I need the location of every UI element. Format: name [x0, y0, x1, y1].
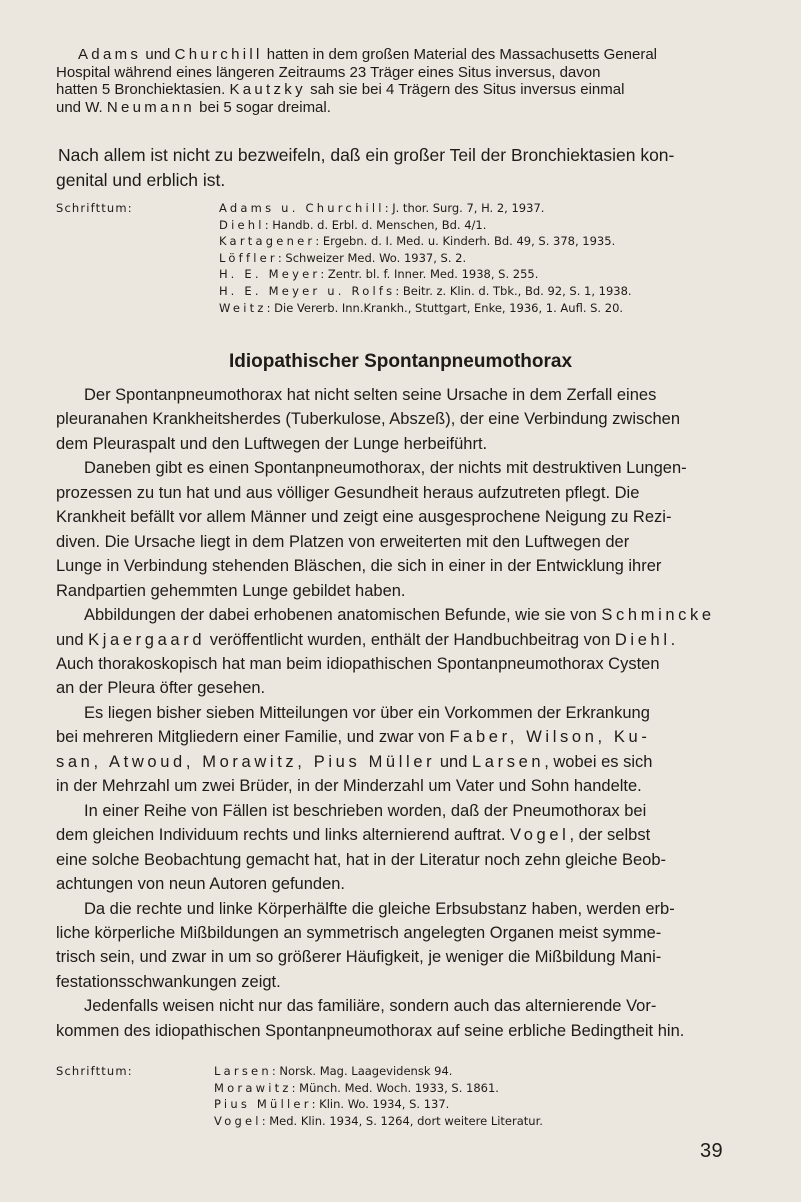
reference-item [214, 1096, 754, 1113]
text-fragment: sah sie bei 4 Trägern des Situs inversus einmal [305, 81, 625, 98]
references-label: Schrifttum: [56, 1064, 133, 1078]
reference-authors: Weitz [219, 300, 267, 315]
reference-item [214, 1080, 754, 1097]
text-line: an der Pleura öfter gesehen. [56, 679, 266, 698]
paragraph [56, 799, 746, 897]
reference-authors: Vogel [214, 1113, 262, 1128]
paragraph [56, 456, 746, 603]
text-fragment: bei mehreren Mitgliedern einer Familie, und zwar von [56, 728, 450, 747]
reference-source: : Ergebn. d. I. Med. u. Kinderh. Bd. 49, S. 378, 1935. [315, 234, 616, 249]
text-fragment: und W. [56, 98, 107, 116]
text-line [56, 628, 746, 652]
author-name: Churchill [174, 46, 263, 63]
reference-item [219, 200, 759, 217]
section-body [56, 383, 746, 1043]
text-line: In einer Reihe von Fällen ist beschrieben worden, daß der Pneumothorax bei [84, 801, 647, 820]
page-number: 39 [700, 1140, 724, 1162]
author-name: Diehl. [614, 630, 679, 649]
author-name: san, Atwoud, Morawitz, Pius Müller [56, 752, 436, 771]
reference-authors: Diehl [219, 217, 265, 232]
text-line: in der Mehrzahl um zwei Brüder, in der Minderzahl um Vater und Sohn handelte. [56, 777, 642, 796]
author-name: Larsen [471, 752, 545, 771]
reference-authors: H. E. Meyer u. Rolfs [219, 283, 396, 298]
text-line: Jedenfalls weisen nicht nur das familiäre, sondern auch das alternierende Vor- [84, 997, 657, 1016]
text-line: Daneben gibt es einen Spontanpneumothorax, der nichts mit destruktiven Lungen- [84, 459, 687, 478]
reference-item [219, 233, 759, 250]
reference-item [214, 1063, 754, 1080]
text-fragment: bei 5 sogar dreimal. [195, 98, 331, 116]
text-line: Lunge in Verbindung stehenden Bläschen, die sich in einer in der Entwicklung ihrer [56, 557, 662, 576]
reference-source: : Beitr. z. Klin. d. Tbk., Bd. 92, S. 1, 1938. [395, 283, 632, 298]
section-heading: Idiopathischer Spontanpneumothorax [228, 351, 573, 372]
reference-authors: Kartagener [219, 234, 316, 249]
paragraph [56, 701, 746, 799]
paragraph [56, 383, 746, 456]
reference-authors: Morawitz [214, 1080, 292, 1095]
text-line: Hospital während eines längeren Zeitraums 23 Träger eines Situs inversus, davon [56, 63, 601, 81]
text-line: Es liegen bisher sieben Mitteilungen vor über ein Vorkommen der Erkrankung [84, 703, 650, 722]
author-name: Adams [78, 46, 142, 63]
text-line [56, 603, 746, 627]
author-name: Neumann [106, 98, 195, 116]
author-name: Faber, Wilson, Ku- [449, 728, 651, 747]
text-line: Nach allem ist nicht zu bezweifeln, daß ein großer Teil der Bronchiektasien kon- [58, 145, 675, 165]
references-label: Schrifttum: [56, 201, 133, 215]
text-fragment: und [435, 752, 472, 771]
reference-source: : Münch. Med. Woch. 1933, S. 1861. [291, 1080, 499, 1095]
text-fragment: , der selbst [569, 826, 651, 845]
text-fragment: veröffentlicht wurden, enthält der Handbuchbeitrag von [205, 630, 615, 649]
reference-authors: Adams u. Churchill [219, 201, 385, 215]
text-line: achtungen von neun Autoren gefunden. [56, 875, 345, 894]
paragraph [56, 897, 746, 995]
text-line: dem Pleuraspalt und den Luftwegen der Lunge herbeiführt. [56, 434, 488, 453]
reference-item [219, 283, 759, 300]
reference-item [219, 300, 759, 317]
reference-item [214, 1113, 754, 1130]
paragraph [56, 994, 746, 1043]
text-line [56, 46, 746, 64]
author-name: Kjaergaard [88, 630, 206, 649]
text-line [56, 823, 746, 847]
text-fragment: , wobei es sich [544, 752, 653, 771]
text-line: festationsschwankungen zeigt. [56, 972, 281, 991]
text-line: Auch thorakoskopisch hat man beim idiopathischen Spontanpneumothorax Cysten [56, 654, 660, 673]
text-fragment: hatten 5 Bronchiektasien. [56, 81, 230, 98]
conclusion-paragraph [56, 143, 746, 193]
text-line [56, 99, 746, 117]
reference-source: : Zentr. bl. f. Inner. Med. 1938, S. 255. [320, 267, 539, 282]
text-line: Da die rechte und linke Körperhälfte die gleiche Erbsubstanz haben, werden erb- [84, 899, 675, 918]
references-list [219, 200, 759, 316]
intro-paragraph [56, 46, 746, 116]
reference-authors: Larsen [214, 1064, 272, 1078]
text-line: prozessen zu tun hat und aus völliger Gesundheit heraus aufzutreten pflegt. Die [56, 483, 640, 502]
text-line: trisch sein, und zwar in um so größerer Häufigkeit, je weniger die Mißbildung Mani- [56, 948, 662, 967]
reference-authors: Löffler [219, 250, 278, 265]
reference-source: : Klin. Wo. 1934, S. 137. [311, 1097, 450, 1112]
text-line [56, 725, 746, 749]
text-line: Randpartien gehemmten Lunge gebildet haben. [56, 581, 406, 600]
text-fragment: Abbildungen der dabei erhobenen anatomischen Befunde, wie sie von [84, 606, 602, 625]
text-line [56, 81, 746, 99]
reference-source: : Die Vererb. Inn.Krankh., Stuttgart, Enke, 1936, 1. Aufl. S. 20. [266, 300, 624, 315]
text-fragment: dem gleichen Individuum rechts und links alternierend auftrat. [56, 826, 510, 845]
reference-source: : Schweizer Med. Wo. 1937, S. 2. [277, 250, 467, 265]
text-line: Krankheit befällt vor allem Männer und zeigt eine ausgesprochene Neigung zu Rezi- [56, 508, 672, 527]
text-fragment: hatten in dem großen Material des Massachusetts General [262, 46, 657, 63]
text-line: diven. Die Ursache liegt in dem Platzen von erweiterten mit den Luftwegen der [56, 532, 630, 551]
reference-source: : Med. Klin. 1934, S. 1264, dort weitere Literatur. [261, 1113, 543, 1128]
reference-item [219, 250, 759, 267]
reference-item [219, 217, 759, 234]
reference-authors: Pius Müller [214, 1097, 312, 1112]
text-line: kommen des idiopathischen Spontanpneumothorax auf seine erbliche Bedingtheit hin. [56, 1021, 685, 1040]
reference-source: : J. thor. Surg. 7, H. 2, 1937. [384, 201, 545, 215]
text-line: Der Spontanpneumothorax hat nicht selten seine Ursache in dem Zerfall eines [84, 386, 657, 404]
paragraph [56, 603, 746, 701]
author-name: Vogel [510, 826, 570, 845]
author-name: Schmincke [601, 606, 715, 625]
reference-source: : Handb. d. Erbl. d. Menschen, Bd. 4/1. [264, 217, 487, 232]
text-fragment: und [141, 46, 175, 63]
text-fragment: und [56, 630, 89, 649]
text-line: liche körperliche Mißbildungen an symmetrisch angelegten Organen meist symme- [56, 923, 662, 942]
reference-source: : Norsk. Mag. Laagevidensk 94. [271, 1064, 453, 1078]
reference-item [219, 266, 759, 283]
text-line [56, 750, 746, 774]
text-line: genital und erblich ist. [56, 170, 226, 190]
author-name: Kautzky [229, 81, 306, 98]
text-line: eine solche Beobachtung gemacht hat, hat in der Literatur noch zehn gleiche Beob- [56, 850, 666, 869]
text-line: pleuranahen Krankheitsherdes (Tuberkulose, Abszeß), der eine Verbindung zwischen [56, 410, 681, 429]
references-list [214, 1063, 754, 1129]
reference-authors: H. E. Meyer [219, 267, 321, 282]
